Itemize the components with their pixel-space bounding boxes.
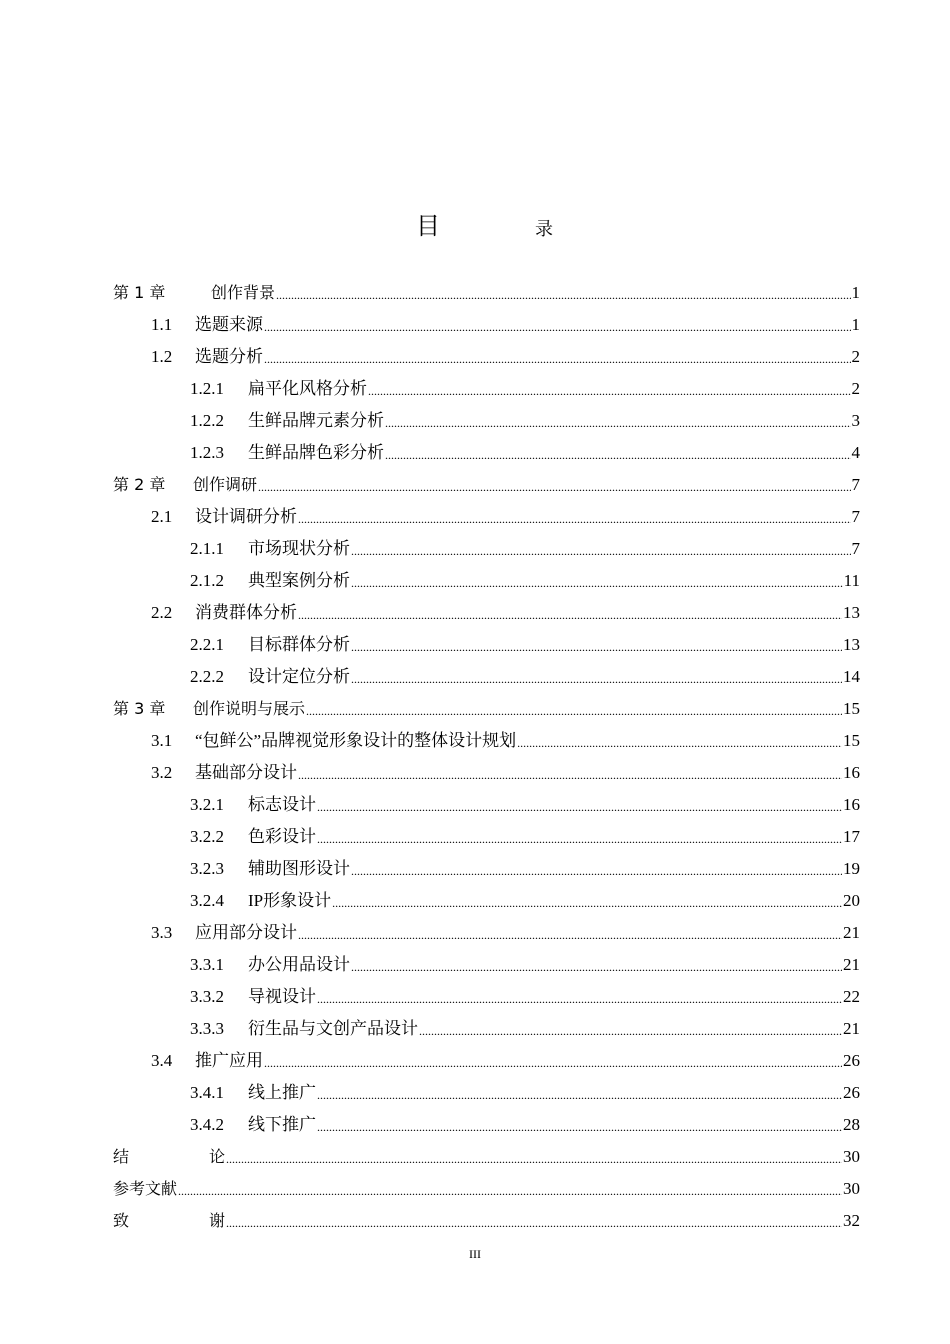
toc-dot-leader: [351, 573, 843, 593]
toc-entry-number: 结: [113, 1147, 130, 1166]
toc-entry-page: 13: [843, 635, 860, 654]
toc-dot-leader: [351, 541, 851, 561]
toc-entry-number: 3.4.2: [190, 1115, 224, 1134]
toc-entry-number: 2.1.1: [190, 539, 224, 558]
toc-entry-label: [190, 793, 316, 817]
toc-entry-label: [190, 889, 331, 913]
toc-entry-page: 16: [843, 763, 860, 782]
toc-entry-title: 标志设计: [248, 795, 316, 814]
toc-dot-leader: [298, 509, 851, 529]
toc-entry-label: [190, 377, 367, 401]
toc-dot-leader: [317, 989, 842, 1009]
toc-dot-leader: [276, 285, 850, 305]
toc-dot-leader: [264, 349, 851, 369]
toc-dot-leader: [264, 317, 851, 337]
toc-entry-number: 2.1: [151, 507, 173, 526]
toc-entry-number: 2.2.2: [190, 667, 224, 686]
toc-entry[interactable]: [190, 788, 860, 820]
toc-heading-part1: 目: [416, 212, 440, 240]
toc-entry[interactable]: [190, 532, 860, 564]
toc-entry-number: 第 3 章: [113, 699, 166, 718]
toc-entry-number: 3.2.1: [190, 795, 224, 814]
toc-entry-page: 21: [843, 1019, 860, 1038]
toc-entry-label: [190, 857, 350, 881]
toc-dot-leader: [226, 1149, 842, 1169]
toc-entry-label: [151, 729, 516, 753]
toc-entry-title: 基础部分设计: [195, 763, 297, 782]
toc-entry[interactable]: [151, 916, 860, 948]
toc-entry[interactable]: [190, 1108, 860, 1140]
toc-entry-number: 3.3: [151, 923, 173, 942]
toc-entry-number: 3.3.3: [190, 1019, 224, 1038]
toc-dot-leader: [385, 413, 851, 433]
toc-heading: [0, 208, 950, 244]
toc-entry-number: 1.2.2: [190, 411, 224, 430]
toc-entry-page: 2: [851, 379, 860, 398]
toc-entry-title: 生鲜品牌色彩分析: [248, 443, 384, 462]
toc-entry-title: 论: [209, 1147, 226, 1166]
toc-entry-page: 13: [843, 603, 860, 622]
toc-entry[interactable]: [151, 308, 860, 340]
toc-entry[interactable]: [190, 660, 860, 692]
toc-entry[interactable]: [113, 1172, 860, 1204]
toc-entry[interactable]: [151, 724, 860, 756]
toc-entry-page: 32: [843, 1211, 860, 1230]
toc-entry-number: 1.1: [151, 315, 173, 334]
toc-entry[interactable]: [190, 980, 860, 1012]
toc-entry-page: 7: [851, 507, 860, 526]
toc-dot-leader: [317, 1117, 842, 1137]
toc-entry[interactable]: [190, 852, 860, 884]
toc-entry-number: 3.4: [151, 1051, 173, 1070]
toc-dot-leader: [298, 765, 842, 785]
toc-entry[interactable]: [151, 340, 860, 372]
toc-entry-page: 4: [851, 443, 860, 462]
toc-dot-leader: [317, 829, 842, 849]
toc-entry-number: 致: [113, 1211, 130, 1230]
toc-entry[interactable]: [190, 564, 860, 596]
toc-entry-page: 30: [843, 1147, 860, 1166]
toc-entry-title: 谢: [209, 1211, 226, 1230]
toc-entry[interactable]: [151, 500, 860, 532]
toc-entry-label: [190, 665, 350, 689]
toc-entry-page: 11: [843, 571, 860, 590]
toc-dot-leader: [385, 445, 851, 465]
toc-entry-label: [151, 601, 297, 625]
toc-dot-leader: [226, 1213, 842, 1233]
toc-entry-title: 消费群体分析: [195, 603, 297, 622]
toc-entry[interactable]: [190, 436, 860, 468]
toc-entry-number: 3.1: [151, 731, 173, 750]
toc-entry-page: 7: [851, 539, 860, 558]
toc-entry[interactable]: [190, 820, 860, 852]
toc-entry-number: 1.2: [151, 347, 173, 366]
toc-entry-page: 1: [851, 315, 860, 334]
toc-entry-title: 衍生品与文创产品设计: [248, 1019, 418, 1038]
toc-entry-title: 扁平化风格分析: [248, 379, 367, 398]
toc-entry-title: 办公用品设计: [248, 955, 350, 974]
toc-entry-title: 应用部分设计: [195, 923, 297, 942]
toc-entry-label: [151, 921, 297, 945]
toc-entry-page: 2: [851, 347, 860, 366]
toc-entry-title: 辅助图形设计: [248, 859, 350, 878]
toc-entry-label: [190, 441, 384, 465]
toc-entry-number: 2.2: [151, 603, 173, 622]
toc-entry[interactable]: [151, 756, 860, 788]
toc-entry[interactable]: [190, 1012, 860, 1044]
toc-entry-number: 3.2.3: [190, 859, 224, 878]
toc-dot-leader: [517, 733, 842, 753]
toc-entry-number: 第 1 章: [113, 283, 166, 302]
toc-entry-label: [190, 1081, 316, 1105]
toc-dot-leader: [258, 477, 850, 497]
toc-entry-label: [113, 1177, 177, 1201]
toc-entry-label: [151, 1049, 263, 1073]
toc-dot-leader: [178, 1181, 842, 1201]
page-number: III: [469, 1247, 481, 1261]
toc-entry-page: 26: [843, 1051, 860, 1070]
toc-entry-title: 设计定位分析: [248, 667, 350, 686]
toc-entry-title: 生鲜品牌元素分析: [248, 411, 384, 430]
toc-entry[interactable]: [113, 276, 860, 308]
toc-entry-title: IP形象设计: [248, 891, 332, 910]
toc-entry-page: 15: [843, 699, 860, 718]
toc-entry-number: 3.4.1: [190, 1083, 224, 1102]
toc-dot-leader: [368, 381, 851, 401]
toc-dot-leader: [419, 1021, 842, 1041]
toc-entry-number: 1.2.3: [190, 443, 224, 462]
toc-entry-title: 导视设计: [248, 987, 316, 1006]
toc-entry[interactable]: [113, 692, 860, 724]
toc-entry[interactable]: [113, 468, 860, 500]
toc-entry-title: 线下推广: [248, 1115, 316, 1134]
toc-dot-leader: [351, 957, 842, 977]
toc-entry-label: [190, 633, 350, 657]
toc-entry[interactable]: [151, 1044, 860, 1076]
toc-entry-number: 3.3.2: [190, 987, 224, 1006]
toc-entry-title: 选题来源: [195, 315, 263, 334]
toc-entry-page: 21: [843, 955, 860, 974]
toc-entry-label: [151, 761, 297, 785]
toc-entry-label: [190, 569, 350, 593]
toc-entry-page: 21: [843, 923, 860, 942]
toc-dot-leader: [298, 925, 842, 945]
toc-entry-page: 30: [843, 1179, 860, 1198]
toc-entry-number: 3.2.4: [190, 891, 224, 910]
toc-entry-label: [151, 345, 263, 369]
toc-entry-title: 设计调研分析: [195, 507, 297, 526]
toc-dot-leader: [351, 669, 842, 689]
toc-entry-label: [151, 505, 297, 529]
toc-entry-number: 3.3.1: [190, 955, 224, 974]
toc-entry-title: 市场现状分析: [248, 539, 350, 558]
toc-entry-title: 创作说明与展示: [193, 699, 306, 718]
toc-entry[interactable]: [190, 1076, 860, 1108]
toc-entry-label: [190, 409, 384, 433]
toc-entry-page: 20: [843, 891, 860, 910]
toc-dot-leader: [298, 605, 842, 625]
toc-entry[interactable]: [190, 884, 860, 916]
toc-entry-page: 7: [851, 475, 860, 494]
toc-entry[interactable]: [151, 596, 860, 628]
toc-entry-title: 创作调研: [193, 475, 258, 494]
toc-entry-title: 线上推广: [248, 1083, 316, 1102]
toc-dot-leader: [317, 1085, 842, 1105]
toc-entry-title: 目标群体分析: [248, 635, 350, 654]
toc-entry-label: [190, 953, 350, 977]
toc-dot-leader: [306, 701, 842, 721]
toc-entry-title: 色彩设计: [248, 827, 316, 846]
toc-dot-leader: [264, 1053, 842, 1073]
toc-entry-title: 推广应用: [195, 1051, 263, 1070]
toc-entry[interactable]: [113, 1140, 860, 1172]
toc-entry-page: 3: [851, 411, 860, 430]
toc-entry[interactable]: [190, 372, 860, 404]
toc-entry-page: 22: [843, 987, 860, 1006]
toc-heading-part2: 录: [535, 219, 553, 240]
toc-entry-label: [190, 537, 350, 561]
toc-entry-page: 17: [843, 827, 860, 846]
toc-entry-title: 参考文献: [113, 1179, 178, 1198]
toc-entry-label: [190, 825, 316, 849]
toc-entry-page: 28: [843, 1115, 860, 1134]
toc-entry-title: 典型案例分析: [248, 571, 350, 590]
toc-entry-label: [151, 313, 263, 337]
toc-entry-page: 14: [843, 667, 860, 686]
toc-entry-number: 3.2: [151, 763, 173, 782]
toc-entry-page: 1: [851, 283, 860, 302]
toc-entry-number: 2.2.1: [190, 635, 224, 654]
toc-entry-label: [113, 697, 305, 721]
toc-entry-label: [190, 1113, 316, 1137]
toc-dot-leader: [332, 893, 842, 913]
toc-entry[interactable]: [190, 948, 860, 980]
toc-entry-title: “包鲜公”品牌视觉形象设计的整体设计规划: [195, 731, 517, 750]
toc-dot-leader: [351, 861, 842, 881]
toc-entry-label: [190, 1017, 418, 1041]
toc-dot-leader: [317, 797, 842, 817]
toc-entry-page: 19: [843, 859, 860, 878]
toc-dot-leader: [351, 637, 842, 657]
toc-entry[interactable]: [190, 628, 860, 660]
toc-entry-title: 选题分析: [195, 347, 263, 366]
toc-entry-number: 2.1.2: [190, 571, 224, 590]
toc-entry-page: 15: [843, 731, 860, 750]
toc-entry-number: 3.2.2: [190, 827, 224, 846]
toc-entry-page: 26: [843, 1083, 860, 1102]
toc-entry-label: [113, 473, 257, 497]
toc-entry-number: 1.2.1: [190, 379, 224, 398]
toc-entry-title: 创作背景: [211, 283, 276, 302]
toc-entry-page: 16: [843, 795, 860, 814]
toc-entry[interactable]: [190, 404, 860, 436]
toc-entry-label: [113, 1145, 225, 1169]
toc-entry-label: [190, 985, 316, 1009]
toc-entry[interactable]: [113, 1204, 860, 1236]
toc-entry-label: [113, 281, 275, 305]
toc-entry-label: [113, 1209, 225, 1233]
toc-entry-number: 第 2 章: [113, 475, 166, 494]
